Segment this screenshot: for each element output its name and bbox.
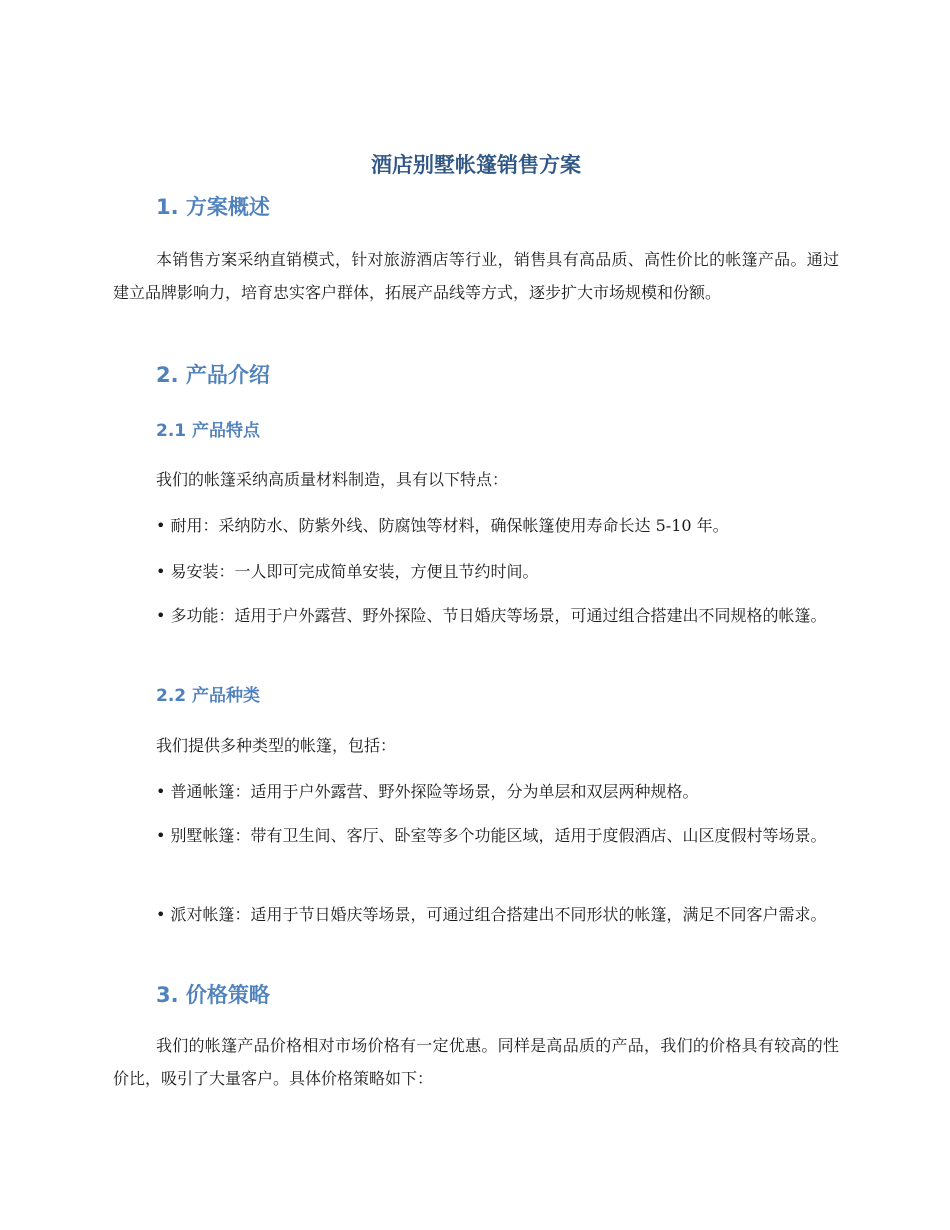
section-3-heading: 3. 价格策略 — [156, 983, 270, 1007]
section-2-2-heading: 2.2 产品种类 — [156, 686, 261, 706]
feature-bullet-durable: • 耐用：采纳防水、防紫外线、防腐蚀等材料，确保帐篷使用寿命长达 5-10 年。 — [156, 516, 729, 535]
document-title: 酒店别墅帐篷销售方案 — [371, 153, 581, 177]
section-1-heading: 1. 方案概述 — [156, 195, 270, 219]
feature-bullet-easy-install: • 易安装：一人即可完成简单安装，方便且节约时间。 — [156, 562, 539, 581]
section-2-1-intro: 我们的帐篷采纳高质量材料制造，具有以下特点： — [156, 470, 509, 489]
type-bullet-standard-tent: • 普通帐篷：适用于户外露营、野外探险等场景，分为单层和双层两种规格。 — [156, 782, 699, 801]
section-2-heading: 2. 产品介绍 — [156, 363, 270, 387]
section-2-1-heading: 2.1 产品特点 — [156, 421, 261, 441]
section-1-paragraph: 本销售方案采纳直销模式，针对旅游酒店等行业，销售具有高品质、高性价比的帐篷产品。通过建立品牌影响力，培育忠实客户群体，拓展产品线等方式，逐步扩大市场规模和份额。 — [113, 250, 839, 302]
feature-bullet-multifunction: • 多功能：适用于户外露营、野外探险、节日婚庆等场景，可通过组合搭建出不同规格的帐篷。 — [156, 606, 827, 625]
section-2-2-intro: 我们提供多种类型的帐篷，包括： — [156, 736, 397, 755]
type-bullet-villa-tent: • 别墅帐篷：带有卫生间、客厅、卧室等多个功能区域，适用于度假酒店、山区度假村等场景。 — [156, 826, 827, 845]
type-bullet-party-tent: • 派对帐篷：适用于节日婚庆等场景，可通过组合搭建出不同形状的帐篷，满足不同客户需求。 — [156, 905, 827, 924]
section-3-paragraph: 我们的帐篷产品价格相对市场价格有一定优惠。同样是高品质的产品，我们的价格具有较高的性价比，吸引了大量客户。具体价格策略如下： — [113, 1036, 839, 1088]
